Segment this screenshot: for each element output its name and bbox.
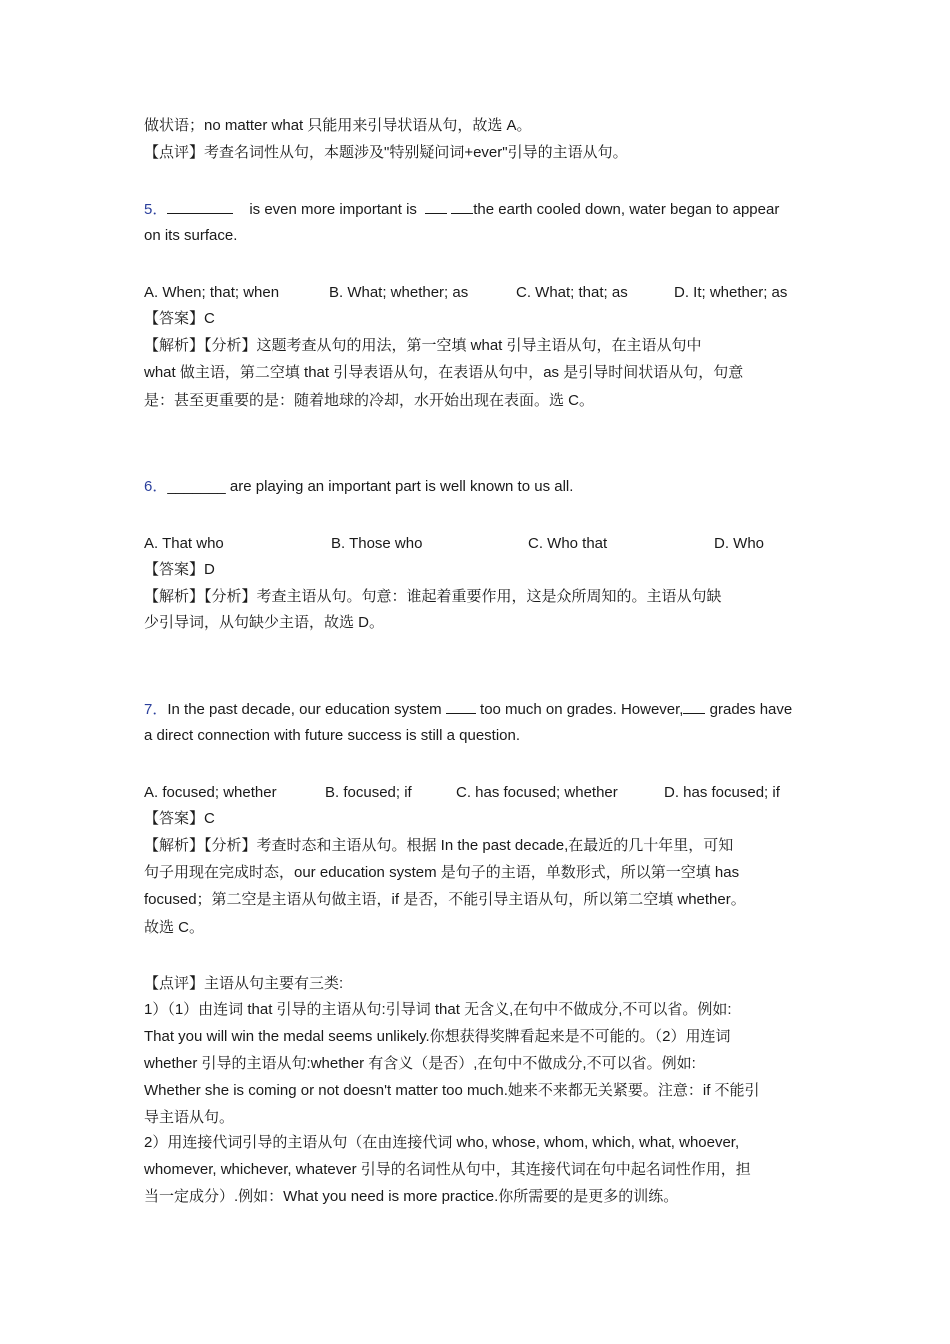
blank-1 bbox=[446, 699, 476, 714]
q5-analysis-3: 是：甚至更重要的是：随着地球的冷却，水开始出现在表面。选 C。 bbox=[144, 392, 595, 409]
q6-option-d: D. Who bbox=[714, 535, 765, 552]
question-6-text: _______ are playing an important part is well known to us all. bbox=[167, 478, 574, 495]
q6-option-c: C. Who that bbox=[528, 535, 608, 552]
comment-line-3: whether 引导的主语从句:whether 有含义（是否）,在句中不做成分,不可以省。例如: bbox=[144, 1055, 696, 1072]
question-7-text-b: too much on grades. However, bbox=[480, 701, 684, 718]
question-7-line-2: a direct connection with future success is still a question. bbox=[144, 727, 521, 744]
comment-line-7: whomever, whichever, whatever 引导的名词性从句中，其连接代词在句中起名词性作用，担 bbox=[144, 1161, 751, 1178]
intro-comment: 【点评】考查名词性从句，本题涉及"特别疑问词+ever"引导的主语从句。 bbox=[144, 144, 628, 161]
comment-line-2: That you will win the medal seems unlikely.你想获得奖牌看起来是不可能的。（2）用连词 bbox=[144, 1028, 731, 1045]
blank-1 bbox=[167, 199, 233, 214]
question-5-line-2: on its surface. bbox=[144, 227, 238, 244]
question-7-number: 7． bbox=[144, 701, 168, 718]
q7-option-d: D. has focused; if bbox=[664, 784, 780, 801]
question-6 bbox=[144, 477, 573, 497]
q7-option-b: B. focused; if bbox=[325, 784, 412, 801]
q5-analysis-2: what 做主语，第二空填 that 引导表语从句，在表语从句中，as 是引导时间状语从句，句意 bbox=[144, 364, 744, 381]
comment-line-5: 导主语从句。 bbox=[144, 1109, 235, 1126]
q7-analysis-4: 故选 C。 bbox=[144, 919, 205, 936]
question-5-number: 5． bbox=[144, 201, 168, 218]
q6-analysis-1: 【解析】【分析】考查主语从句。句意：谁起着重要作用，这是众所周知的。主语从句缺 bbox=[144, 588, 722, 605]
q7-option-c: C. has focused; whether bbox=[456, 784, 618, 801]
q5-answer: 【答案】C bbox=[144, 310, 215, 327]
question-5-line-1 bbox=[144, 199, 779, 220]
question-5-text-a: is even more important is bbox=[249, 201, 417, 218]
blank-3 bbox=[451, 199, 473, 214]
blank-2 bbox=[683, 699, 705, 714]
blank-2 bbox=[425, 199, 447, 214]
question-6-number: 6． bbox=[144, 478, 168, 495]
q7-analysis-2: 句子用现在完成时态，our education system 是句子的主语，单数形式，所以第一空填 has bbox=[144, 864, 740, 881]
q6-answer: 【答案】D bbox=[144, 561, 215, 578]
question-7-line-1 bbox=[144, 699, 792, 720]
comment-line-8: 当一定成分）.例如：What you need is more practice.你所需要的是更多的训练。 bbox=[144, 1188, 679, 1205]
q5-option-c: C. What; that; as bbox=[516, 284, 628, 301]
comment-line-4: Whether she is coming or not doesn't matter too much.她来不来都无关紧要。注意：if 不能引 bbox=[144, 1082, 760, 1099]
q5-option-b: B. What; whether; as bbox=[329, 284, 469, 301]
q7-analysis-1: 【解析】【分析】考查时态和主语从句。根据 In the past decade,在最近的几十年里，可知 bbox=[144, 837, 734, 854]
q6-option-b: B. Those who bbox=[331, 535, 423, 552]
intro-line-1: 做状语；no matter what 只能用来引导状语从句，故选 A。 bbox=[144, 117, 532, 134]
question-7-text-c: grades have bbox=[709, 701, 793, 718]
question-7-text-a: In the past decade, our education system bbox=[167, 701, 442, 718]
q6-option-a: A. That who bbox=[144, 535, 224, 552]
q5-option-a: A. When; that; when bbox=[144, 284, 280, 301]
q6-analysis-2: 少引导词，从句缺少主语，故选 D。 bbox=[144, 614, 385, 631]
q5-option-d: D. It; whether; as bbox=[674, 284, 788, 301]
q7-analysis-3: focused；第二空是主语从句做主语，if 是否，不能引导主语从句，所以第二空填 whether。 bbox=[144, 891, 746, 908]
q5-analysis-1: 【解析】【分析】这题考查从句的用法，第一空填 what 引导主语从句，在主语从句中 bbox=[144, 337, 702, 354]
q7-option-a: A. focused; whether bbox=[144, 784, 277, 801]
comment-title: 【点评】主语从句主要有三类: bbox=[144, 975, 344, 992]
question-5-text-b: the earth cooled down, water began to appear bbox=[473, 201, 780, 218]
q7-answer: 【答案】C bbox=[144, 810, 215, 827]
comment-line-6: 2）用连接代词引导的主语从句（在由连接代词 who, whose, whom, which, what, whoever, bbox=[144, 1134, 740, 1151]
comment-line-1: 1）（1）由连词 that 引导的主语从句:引导词 that 无含义,在句中不做成分,不可以省。例如: bbox=[144, 1001, 732, 1018]
